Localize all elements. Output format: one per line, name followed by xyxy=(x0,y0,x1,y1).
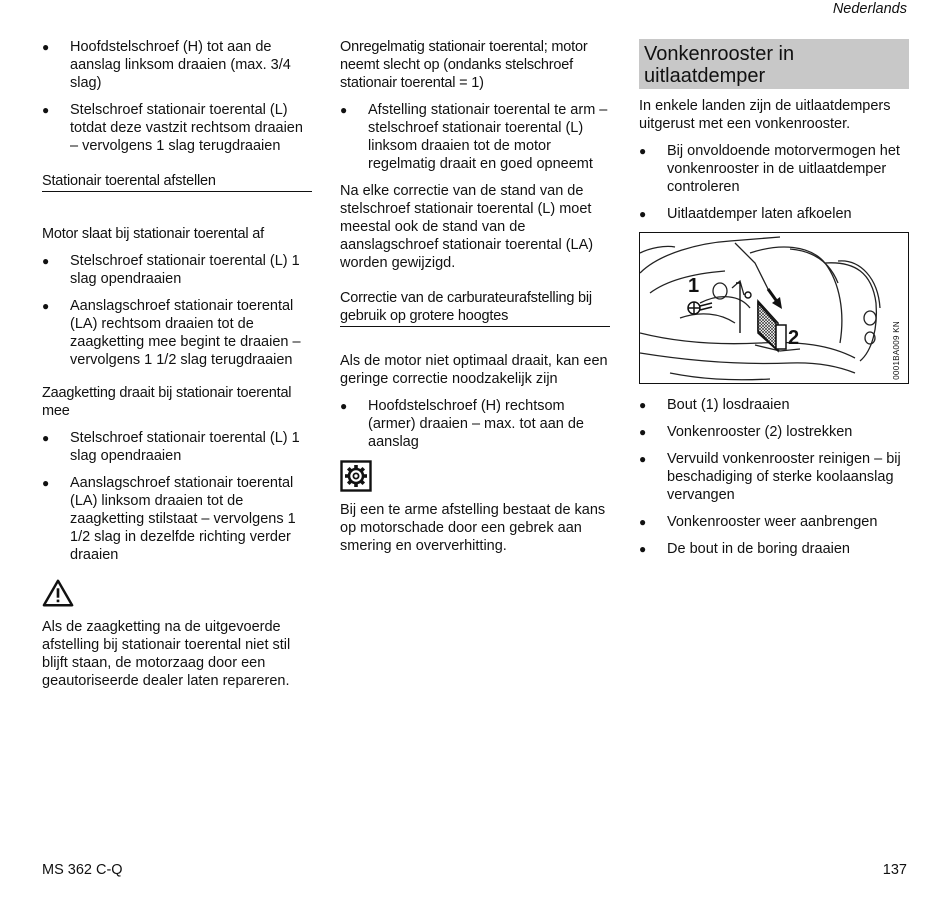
column-2 xyxy=(340,38,610,564)
subheading: Zaagketting draait bij stationair toerental mee xyxy=(42,385,292,419)
column-1 xyxy=(42,38,312,699)
bullet-text: Stelschroef stationair toerental (L) 1 slag opendraaien xyxy=(70,253,300,287)
muffler-drawing xyxy=(640,233,908,383)
bullet-dot-icon: ● xyxy=(42,476,50,490)
column-3 xyxy=(639,38,909,567)
bullet-dot-icon: ● xyxy=(639,398,647,412)
bullet-dot-icon: ● xyxy=(639,425,647,439)
bullet-dot-icon: ● xyxy=(42,40,50,54)
figure-label-2: 2 xyxy=(788,327,800,349)
bullet-dot-icon: ● xyxy=(42,254,50,268)
bullet-dot-icon: ● xyxy=(639,452,647,466)
bullet-text: Bout (1) losdraaien xyxy=(667,397,790,413)
bullet-list xyxy=(340,101,610,173)
bullet-dot-icon: ● xyxy=(639,542,647,556)
bullet-text: Vonkenrooster (2) lostrekken xyxy=(667,424,853,440)
bullet-item xyxy=(639,450,909,504)
intro-paragraph: In enkele landen zijn de uitlaatdempers uitgerust met een vonkenrooster. xyxy=(639,98,891,132)
bullet-text: Vonkenrooster weer aanbrengen xyxy=(667,514,878,530)
bullet-text: Stelschroef stationair toerental (L) 1 slag opendraaien xyxy=(70,430,300,464)
bullet-dot-icon: ● xyxy=(340,103,348,117)
bullet-item xyxy=(42,297,312,369)
bullet-item xyxy=(42,38,312,92)
warning-text: Als de zaagketting na de uitgevoerde afstelling bij stationair toerental niet stil blijft staan, de motorzaag door een geautoriseerde dealer laten repareren. xyxy=(42,619,291,689)
bullet-text: Bij onvoldoende motorvermogen het vonkenrooster in de uitlaatdemper controleren xyxy=(667,143,900,195)
bullet-text: Hoofdstelschroef (H) tot aan de aanslag linksom draaien (max. 3/4 slag) xyxy=(70,39,291,91)
bullet-text: Vervuild vonkenrooster reinigen – bij beschadiging of sterke koolaanslag vervangen xyxy=(667,451,901,503)
bullet-list xyxy=(639,396,909,558)
bullet-text: De bout in de boring draaien xyxy=(667,541,850,557)
bullet-list xyxy=(639,142,909,223)
bullet-text: Hoofdstelschroef (H) rechtsom (armer) draaien – max. tot aan de aanslag xyxy=(368,398,584,450)
bullet-item xyxy=(42,429,312,465)
bullet-item xyxy=(639,142,909,196)
bullet-item xyxy=(340,397,610,451)
bullet-dot-icon: ● xyxy=(639,515,647,529)
bullet-item xyxy=(639,513,909,531)
bullet-item xyxy=(639,396,909,414)
footer-model: MS 362 C-Q xyxy=(42,862,123,878)
paragraph: Als de motor niet optimaal draait, kan een geringe correctie noodzakelijk zijn xyxy=(340,353,608,387)
bullet-dot-icon: ● xyxy=(639,207,647,221)
bullet-text: Uitlaatdemper laten afkoelen xyxy=(667,206,852,222)
paragraph: Na elke correctie van de stand van de stelschroef stationair toerental (L) moet meestal ook de stand van de aanslagschroef stationair toerental (LA) worden gewijzigd. xyxy=(340,183,594,271)
bullet-list xyxy=(42,252,312,369)
gear-note-icon xyxy=(340,460,372,492)
subheading: Motor slaat bij stationair toerental af xyxy=(42,226,264,242)
bullet-list xyxy=(340,397,610,451)
muffler-illustration xyxy=(639,232,909,384)
section-title: Correctie van de carburateurafstelling bij gebruik op grotere hoogtes xyxy=(340,289,610,327)
bullet-text: Stelschroef stationair toerental (L) totdat deze vastzit rechtsom draaien – vervolgens 1 slag terugdraaien xyxy=(70,102,303,154)
bullet-item xyxy=(42,101,312,155)
bullet-list xyxy=(42,38,312,155)
bullet-text: Aanslagschroef stationair toerental (LA) linksom draaien tot de zaagketting stilstaat – vervolgens 1 1/2 slag in dezelfde richting verder draaien xyxy=(70,475,296,563)
note-text: Bij een te arme afstelling bestaat de kans op motorschade door een gebrek aan smering en oververhitting. xyxy=(340,502,606,554)
subheading: Onregelmatig stationair toerental; motor neemt slecht op (ondanks stelschroef stationair toerental = 1) xyxy=(340,39,588,91)
bullet-item xyxy=(639,205,909,223)
figure-label-1: 1 xyxy=(688,275,700,297)
bullet-item xyxy=(639,423,909,441)
bullet-dot-icon: ● xyxy=(639,144,647,158)
bullet-item xyxy=(340,101,610,173)
page-number: 137 xyxy=(882,862,907,878)
language-label: Nederlands xyxy=(832,1,907,17)
bullet-list xyxy=(42,429,312,564)
bullet-item xyxy=(42,474,312,564)
bullet-item xyxy=(639,540,909,558)
warning-triangle-icon xyxy=(42,577,74,609)
bullet-dot-icon: ● xyxy=(42,103,50,117)
bullet-item xyxy=(42,252,312,288)
section-title-box: Vonkenrooster in uitlaatdemper xyxy=(639,39,909,89)
bullet-text: Afstelling stationair toerental te arm – stelschroef stationair toerental (L) linksom draaien tot de motor regelmatig draait en goed opneemt xyxy=(368,102,608,172)
bullet-dot-icon: ● xyxy=(340,399,348,413)
figure-code: 0001BA009 KN xyxy=(892,321,901,380)
section-title: Stationair toerental afstellen xyxy=(42,172,312,192)
bullet-dot-icon: ● xyxy=(42,299,50,313)
bullet-dot-icon: ● xyxy=(42,431,50,445)
bullet-text: Aanslagschroef stationair toerental (LA) rechtsom draaien tot de zaagketting mee begint te draaien – vervolgens 1 1/2 slag terugdraaien xyxy=(70,298,301,368)
